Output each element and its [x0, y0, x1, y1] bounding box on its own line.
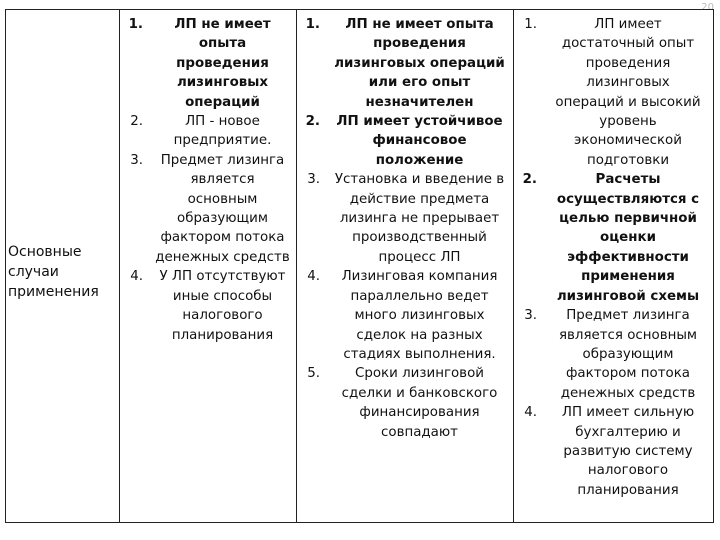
column-3 — [513, 15, 713, 500]
item-number: 2. — [522, 172, 537, 188]
list-item — [513, 170, 713, 306]
item-number: 1. — [524, 17, 537, 32]
slide-number: 20 — [701, 2, 714, 13]
row-label-text: Основные случаи применения — [8, 244, 99, 300]
item-text: Лизинговая компания параллельно ведет много лизинговых сделок на разных стадиях выполнения. — [341, 269, 498, 362]
column-2 — [296, 15, 513, 442]
list-item — [513, 15, 713, 170]
item-number: 4. — [130, 269, 143, 285]
item-number: 1. — [305, 17, 320, 32]
item-number: 3. — [307, 172, 320, 188]
item-text: Расчеты осуществляются с целью первичной оценки эффективности применения лизинговой схемы — [556, 172, 700, 304]
list-item — [119, 112, 296, 151]
item-text: У ЛП отсутствуют иные способы налогового планирования — [159, 269, 286, 343]
item-text: ЛП - новое предприятие. — [173, 114, 272, 149]
item-number: 4. — [307, 269, 320, 285]
item-text: Предмет лизинга является основным образующим фактором потока денежных средств — [155, 152, 290, 265]
item-number: 1. — [128, 17, 143, 32]
item-number: 3. — [524, 308, 537, 324]
list-item — [119, 15, 296, 112]
item-text: ЛП не имеет опыта проведения лизинговых операций — [174, 17, 271, 110]
list-item — [296, 170, 513, 267]
item-number: 2. — [305, 114, 320, 130]
item-text: Предмет лизинга является основным образующим фактором потока денежных средств — [558, 308, 698, 401]
item-text: Установка и введение в действие предмета лизинга не прерывает производственный процесс ЛП — [334, 172, 505, 265]
item-number: 3. — [130, 152, 143, 168]
column-1 — [119, 15, 296, 345]
list-item — [119, 267, 296, 345]
list-item — [513, 306, 713, 403]
item-text: ЛП имеет сильную бухгалтерию и развитую систему налогового планирования — [561, 405, 695, 498]
column-2-list — [296, 15, 513, 442]
item-text: ЛП имеет достаточный опыт проведения лизинговых операций и высокий уровень экономической подготовки — [555, 17, 701, 168]
item-number: 2. — [130, 114, 143, 130]
list-item — [296, 112, 513, 170]
column-1-list — [119, 15, 296, 345]
item-text: ЛП не имеет опыта проведения лизинговых операций или его опыт незначителен — [334, 17, 505, 110]
list-item — [119, 151, 296, 267]
list-item — [296, 15, 513, 112]
item-text: ЛП имеет устойчивое финансовое положение — [336, 114, 503, 168]
list-item — [296, 364, 513, 442]
comparison-table — [5, 9, 714, 523]
list-item — [513, 403, 713, 500]
item-text: Сроки лизинговой сделки и банковского финансирования совпадают — [341, 366, 498, 440]
column-3-list — [513, 15, 713, 500]
list-item — [296, 267, 513, 364]
row-label — [8, 242, 116, 302]
item-number: 4. — [524, 405, 537, 421]
item-number: 5. — [307, 366, 320, 382]
